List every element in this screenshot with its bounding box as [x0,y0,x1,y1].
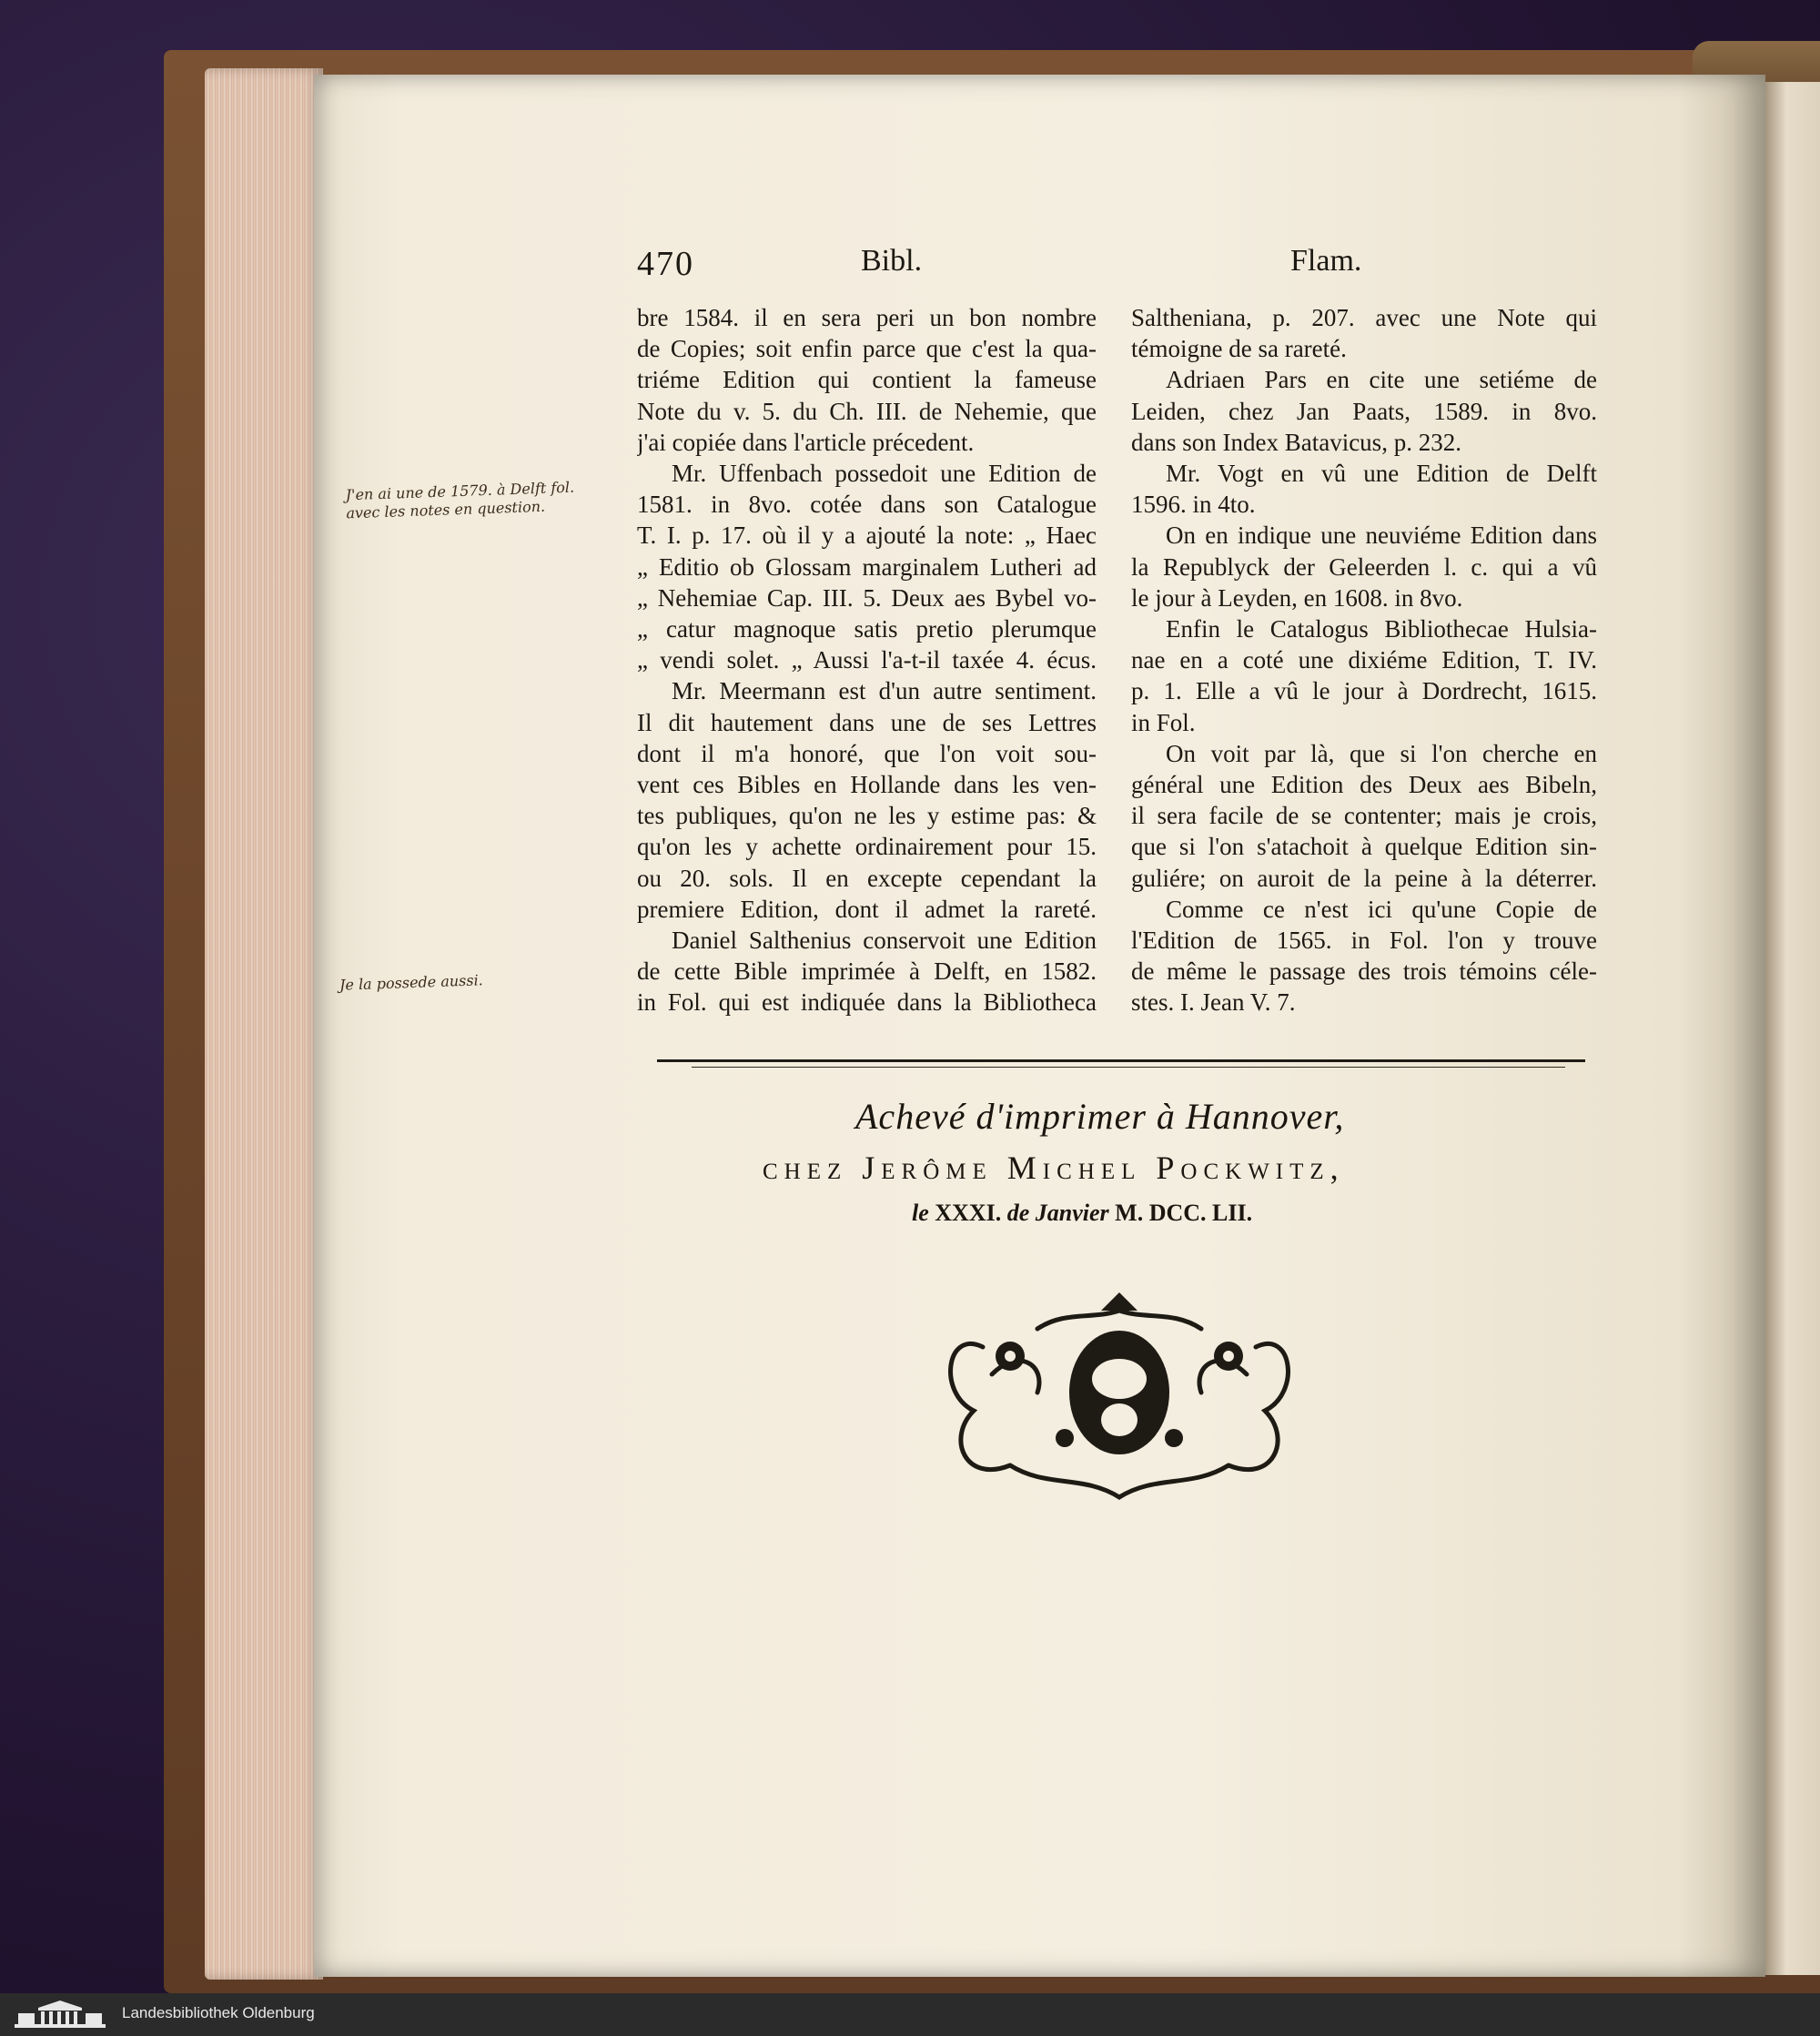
right-text-column [1131,302,1597,1018]
note-line: avec les notes en question. [346,497,546,522]
text-line: Note du v. 5. du Ch. III. de Nehemie, que [637,397,1097,425]
text-line: de Copies; soit enfin parce que c'est la qua- [637,335,1097,363]
text-line: Enfin le Catalogus Bibliothecae Hulsia- [1166,615,1597,643]
text-line: Il dit hautement dans une de ses Lettres [637,708,1097,736]
library-building-icon [11,1999,109,2031]
text-line: que si l'on s'atachoit à quelque Edition sin- [1131,833,1597,861]
text-line: stes. I. Jean V. 7. [1131,988,1296,1017]
text-line: Mr. Uffenbach possedoit une Edition de [672,460,1097,488]
page-number: 470 [637,245,694,283]
text-line: „ Nehemiae Cap. III. 5. Deux aes Bybel vo- [637,583,1097,612]
imprint-date-month: Janvier [1035,1200,1109,1226]
text-line: il sera facile de se contenter; mais je crois, [1131,802,1597,830]
text-line: guliére; on auroit de la peine à la déterrer. [1131,864,1597,892]
text-line: tes publiques, qu'on ne les y estime pas: & [637,802,1097,830]
text-line: On en indique une neuviéme Edition dans [1166,522,1597,550]
text-line: bre 1584. il en sera peri un bon nombre [637,304,1097,331]
text-line: On voit par là, que si l'on cherche en [1166,739,1597,767]
text-line: in Fol. [1131,708,1196,736]
running-head-left: Bibl. [861,244,923,278]
text-line: Adriaen Pars en cite une setiéme de [1166,366,1597,394]
text-line: Mr. Vogt en vû une Edition de Delft [1166,460,1597,488]
text-line: p. 1. Elle a vû le jour à Dordrecht, 1615. [1131,677,1597,705]
text-line: Comme ce n'est ici qu'une Copie de [1166,895,1597,923]
text-line: dont il m'a honoré, que l'on voit sou- [637,739,1097,767]
text-line: Mr. Meermann est d'un autre sentiment. [672,677,1097,705]
imprint-line-3 [912,1200,1252,1227]
text-line: „ catur magnoque satis pretio plerumque [637,615,1097,643]
left-text-column [637,302,1097,1018]
text-line: nae en a coté une dixiéme Edition, T. IV. [1131,646,1597,674]
text-line: témoigne de sa rareté. [1131,335,1347,363]
text-line: triéme Edition qui contient la fameuse [637,366,1097,394]
divider-rule [657,1059,1585,1062]
text-line: dans son Index Batavicus, p. 232. [1131,428,1461,456]
text-line: vent ces Bibles en Hollande dans les ven- [637,771,1097,799]
text-line: l'Edition de 1565. in Fol. l'on y trouve [1131,927,1597,955]
running-head-right: Flam. [1290,244,1362,278]
text-line: premiere Edition, dont il admet la rareté. [637,895,1097,923]
text-line: qu'on les y achette ordinairement pour 15. [637,833,1097,861]
imprint-date-mid: de [1006,1200,1030,1226]
text-line: „ vendi solet. „ Aussi l'a-t-il taxée 4. écus. [637,646,1097,674]
imprint-date-pre: le [912,1200,929,1226]
text-line: in Fol. qui est indiquée dans la Bibliotheca [637,988,1097,1017]
imprint-date-year: M. DCC. LII. [1115,1200,1253,1226]
text-line: ou 20. sols. Il en excepte cependant la [637,864,1097,892]
text-line: T. I. p. 17. où il y a ajouté la note: „ Haec [637,522,1097,550]
text-line: la Republyck der Geleerden l. c. qui a vû [1131,552,1597,581]
footer-bar [0,1993,1820,2036]
text-line: j'ai copiée dans l'article précedent. [637,428,975,456]
divider-rule-thin [692,1067,1565,1068]
text-line: de même le passage des trois témoins céle- [1131,957,1597,986]
text-line: 1581. in 8vo. cotée dans son Catalogue [637,491,1097,519]
note-line: J'en ai une de 1579. à Delft fol. [345,478,575,504]
handwritten-note-2: Je la possede aussi. [339,971,484,994]
ornamental-cartouche-icon [928,1292,1310,1502]
facing-page-edge [1764,82,1820,1975]
text-line: „ Editio ob Glossam marginalem Lutheri ad [637,552,1097,581]
imprint-line-2: chez Jerôme Michel Pockwitz, [763,1150,1345,1186]
text-line: le jour à Leyden, en 1608. in 8vo. [1131,583,1463,612]
footer-institution: Landesbibliothek Oldenburg [122,2004,315,2021]
text-line: Saltheniana, p. 207. avec une Note qui [1131,304,1597,331]
text-line: général une Edition des Deux aes Bibeln, [1131,771,1597,799]
text-line: 1596. in 4to. [1131,491,1256,519]
page-edges [205,68,323,1980]
text-line: Daniel Salthenius conservoit une Edition [672,927,1097,955]
imprint-line-1: Achevé d'imprimer à Hannover, [855,1096,1345,1137]
text-line: de cette Bible imprimée à Delft, en 1582. [637,957,1097,986]
text-line: Leiden, chez Jan Paats, 1589. in 8vo. [1131,397,1597,425]
imprint-date-day: XXXI. [935,1200,1002,1226]
